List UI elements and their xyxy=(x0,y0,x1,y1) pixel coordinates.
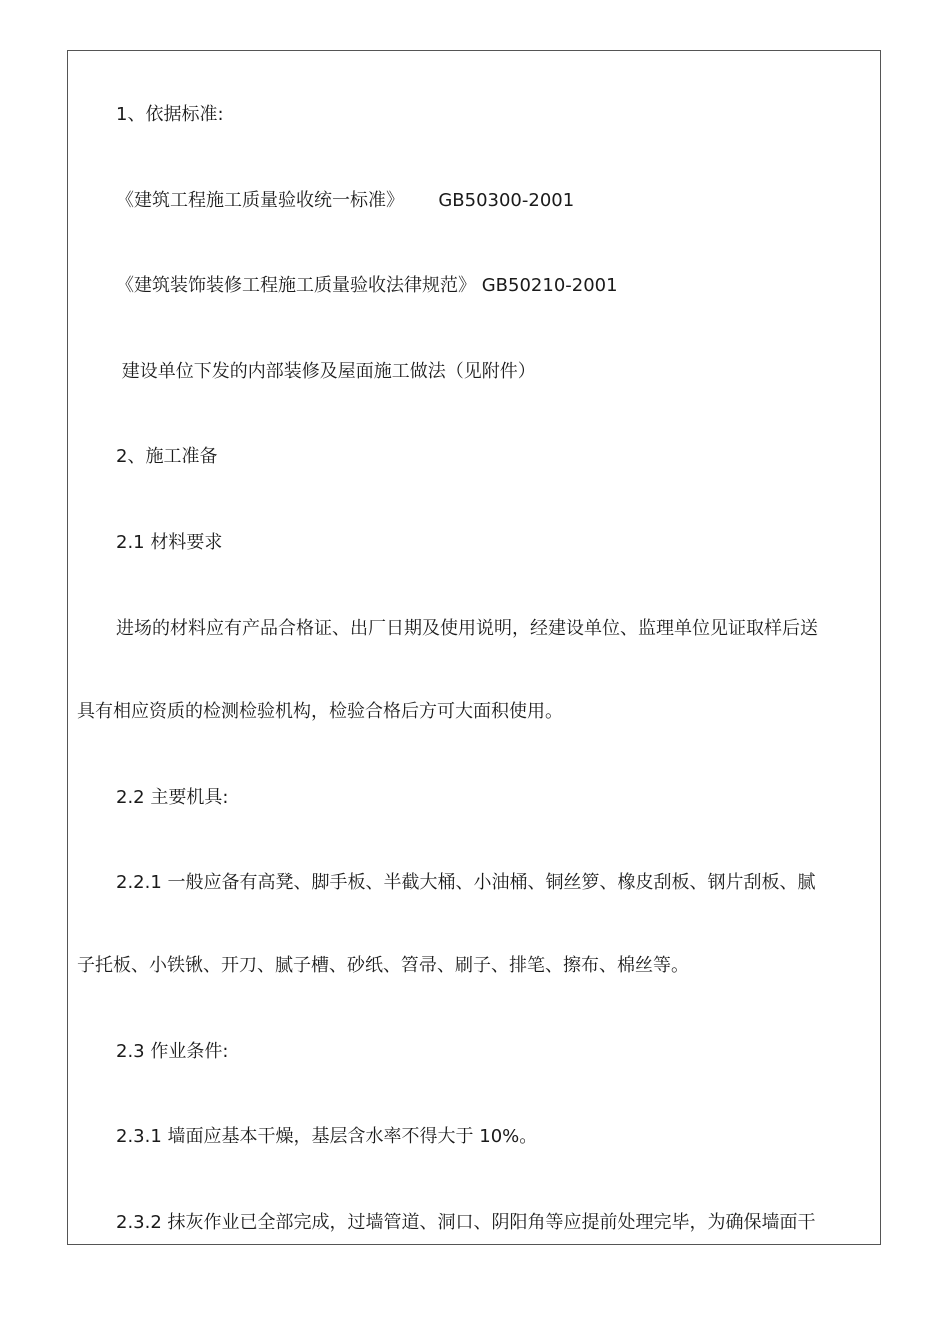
paragraph-materials-line2: 具有相应资质的检测检验机构，检验合格后方可大面积使用。 xyxy=(77,701,563,722)
condition-2-3-1: 2.3.1 墙面应基本干燥，基层含水率不得大于 10%。 xyxy=(116,1126,538,1147)
document-frame xyxy=(67,50,881,1245)
condition-2-3-2: 2.3.2 抹灰作业已全部完成，过墙管道、洞口、阴阳角等应提前处理完毕，为确保墙面干 xyxy=(116,1212,816,1233)
paragraph-tools-line1: 2.2.1 一般应备有高凳、脚手板、半截大桶、小油桶、铜丝箩、橡皮刮板、钢片刮板、腻 xyxy=(116,872,816,893)
heading-material-requirements: 2.1 材料要求 xyxy=(116,532,223,553)
standard-internal-method: 建设单位下发的内部装修及屋面施工做法（见附件） xyxy=(116,361,536,382)
heading-work-conditions: 2.3 作业条件: xyxy=(116,1041,229,1062)
standard-gb50210: 《建筑装饰装修工程施工质量验收法律规范》 GB50210-2001 xyxy=(116,275,618,296)
paragraph-materials-line1: 进场的材料应有产品合格证、出厂日期及使用说明，经建设单位、监理单位见证取样后送 xyxy=(116,618,818,639)
heading-main-tools: 2.2 主要机具: xyxy=(116,787,229,808)
heading-construction-prep: 2、施工准备 xyxy=(116,446,218,467)
heading-standards: 1、依据标准: xyxy=(116,104,224,125)
standard-gb50300: 《建筑工程施工质量验收统一标准》 GB50300-2001 xyxy=(116,190,575,211)
paragraph-tools-line2: 子托板、小铁锹、开刀、腻子槽、砂纸、笤帚、刷子、排笔、擦布、棉丝等。 xyxy=(77,955,689,976)
